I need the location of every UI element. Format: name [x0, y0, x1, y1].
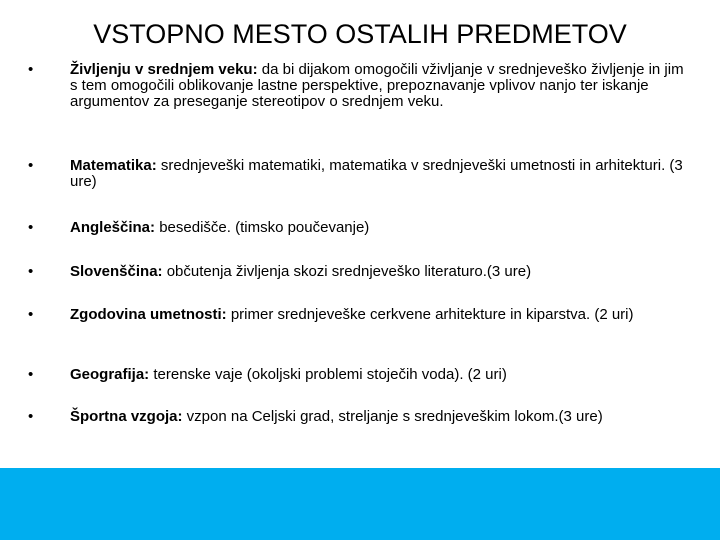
bullet-description: da bi dijakom omogočili vživljanje v srednjeveško življenje in jim s tem omogočili oblikovanje lastne perspektive, prepoznavanje vplivov nanjo ter iskanje argumentov za preseganje stereotipov o srednjem veku. [70, 61, 684, 110]
bullet-text [70, 264, 685, 280]
bullet-term: Slovenščina: [70, 263, 163, 280]
bullet-text [70, 62, 685, 110]
bullet-description: terenske vaje (okoljski problemi stoječih voda). (2 uri) [149, 366, 507, 383]
bullet-term: Športna vzgoja: [70, 408, 183, 425]
bullet-term: Življenju v srednjem veku: [70, 61, 258, 78]
bullet-term: Zgodovina umetnosti: [70, 306, 227, 323]
bullet-point: • [28, 219, 34, 236]
bullet-point: • [28, 157, 34, 174]
bullet-point: • [28, 263, 34, 280]
bullet-description: občutenja življenja skozi srednjeveško literaturo.(3 ure) [162, 263, 532, 280]
bullet-description: srednjeveški matematiki, matematika v srednjeveški umetnosti in arhitekturi. (3 ure) [70, 157, 683, 190]
slide-title: VSTOPNO MESTO OSTALIH PREDMETOV [93, 19, 627, 49]
bullet-term: Angleščina: [70, 219, 156, 236]
bullet-text [70, 158, 685, 190]
bullet-term: Matematika: [70, 157, 157, 174]
bullet-point: • [28, 306, 34, 323]
bullet-description: vzpon na Celjski grad, streljanje s srednjeveškim lokom.(3 ure) [182, 408, 603, 425]
bullet-point: • [28, 366, 34, 383]
bullet-text [70, 409, 685, 425]
footer-bar [0, 468, 720, 540]
bullet-description: primer srednjeveške cerkvene arhitekture in kiparstva. (2 uri) [226, 306, 634, 323]
bullet-text [70, 220, 685, 236]
bullet-term: Geografija: [70, 366, 150, 383]
bullet-text [70, 307, 685, 323]
bullet-point: • [28, 408, 34, 425]
bullet-text [70, 367, 685, 383]
bullet-point: • [28, 61, 34, 78]
bullet-description: besedišče. (timsko poučevanje) [155, 219, 370, 236]
